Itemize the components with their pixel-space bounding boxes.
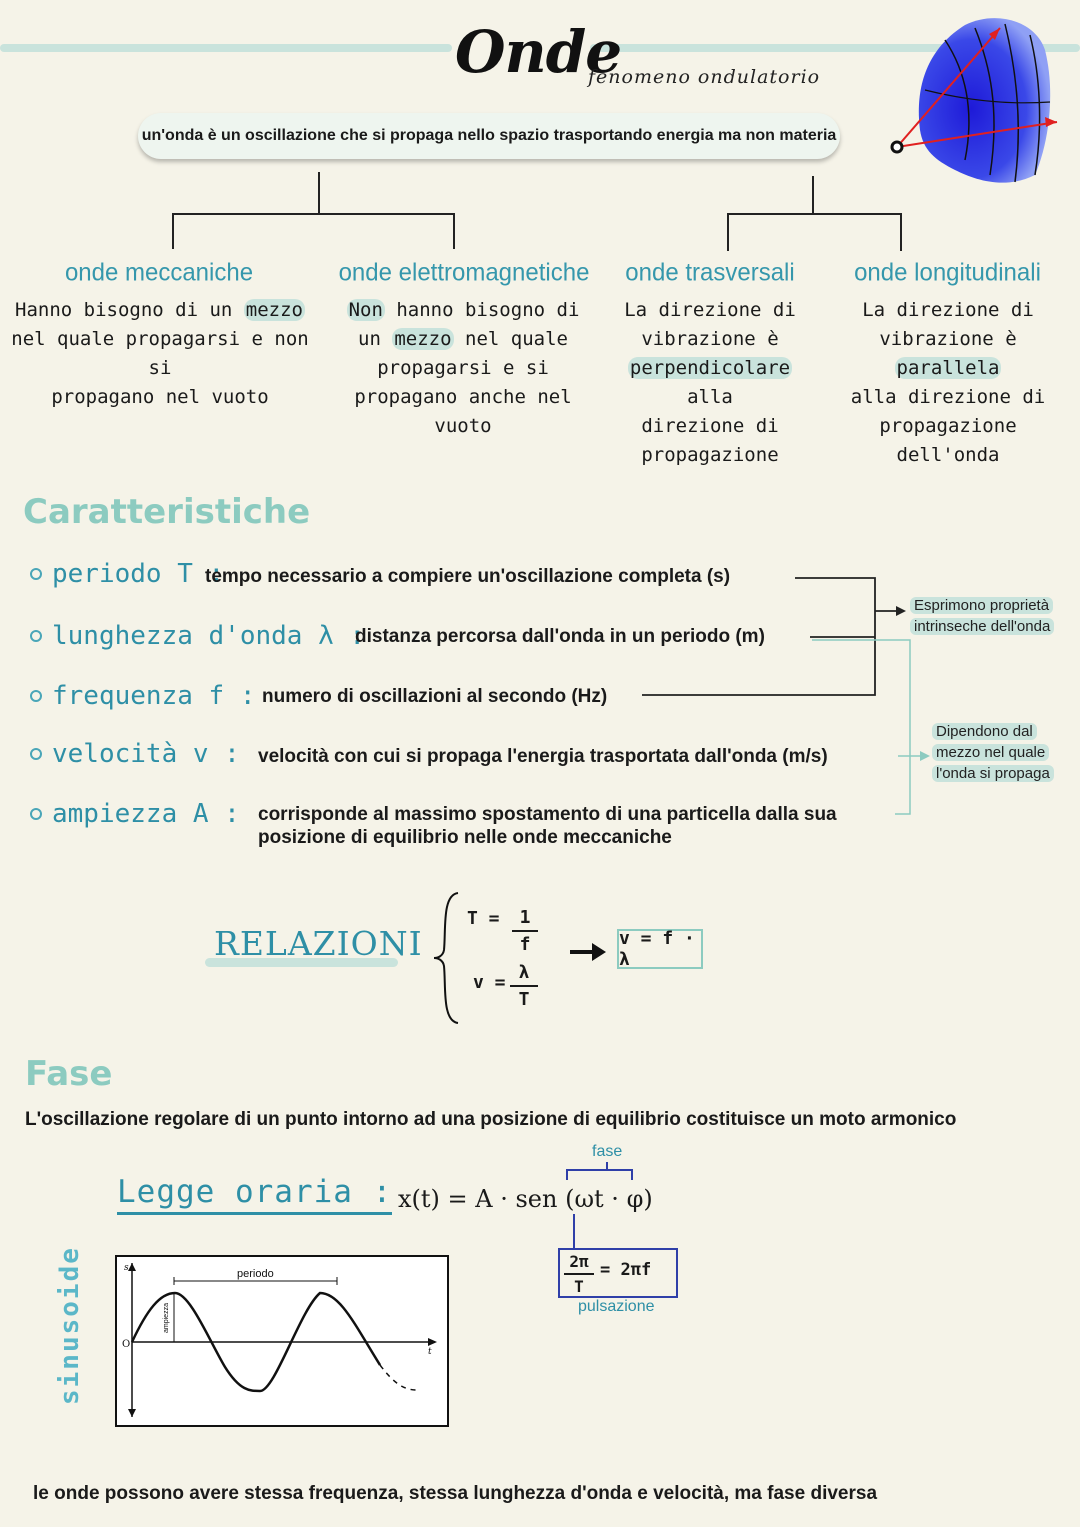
desc-line: vibrazione è bbox=[641, 328, 779, 350]
pulsazione-box bbox=[558, 1248, 678, 1298]
desc-line: propagarsi e si bbox=[377, 357, 549, 379]
fraction-period bbox=[512, 907, 538, 955]
property-def: tempo necessario a compiere un'oscillazione completa (s) bbox=[205, 566, 731, 587]
section-title-fase: Fase bbox=[25, 1054, 113, 1094]
property-def: posizione di equilibrio nelle onde meccaniche bbox=[258, 827, 672, 848]
graph-t-label: t bbox=[428, 1347, 432, 1357]
desc-line: alla direzione di bbox=[850, 386, 1046, 408]
desc-line: nel quale propagarsi e non si bbox=[11, 328, 309, 379]
note-mezzo bbox=[932, 721, 1054, 784]
property-name: velocità v : bbox=[52, 739, 240, 769]
desc-line: La direzione di bbox=[624, 299, 796, 321]
note-line: Dipendono dal bbox=[932, 723, 1037, 740]
section-title-caratteristiche: Caratteristiche bbox=[23, 492, 311, 532]
pulsazione-rhs: = 2πf bbox=[600, 1260, 652, 1280]
formula-period-lhs: T = bbox=[467, 908, 500, 929]
sinusoide-label: sinusoide bbox=[55, 1246, 85, 1405]
property-name: frequenza f : bbox=[52, 681, 256, 711]
footer-note: le onde possono avere stessa frequenza, stessa lunghezza d'onda e velocità, ma fase diversa bbox=[33, 1483, 878, 1504]
desc-line: vuoto bbox=[434, 415, 492, 437]
brace-icon bbox=[432, 890, 462, 1026]
desc-line: Hanno bisogno di un mezzo bbox=[15, 299, 303, 321]
property-name: lunghezza d'onda λ : bbox=[52, 621, 366, 651]
fraction-den: f bbox=[519, 934, 531, 955]
desc-line: dell'onda bbox=[896, 444, 1000, 466]
category-title-elettromagnetiche: onde elettromagnetiche bbox=[338, 258, 590, 287]
fraction-num: 1 bbox=[519, 907, 531, 928]
desc-line: Non hanno bisogno di bbox=[348, 299, 580, 321]
pulsazione-label: pulsazione bbox=[578, 1298, 655, 1315]
velocity-formula: v = f · λ bbox=[619, 928, 695, 970]
desc-line: propagazione bbox=[641, 444, 779, 466]
fraction-velocity bbox=[510, 962, 538, 1010]
note-intrinseche bbox=[910, 595, 1054, 637]
fase-description: L'oscillazione regolare di un punto intorno ad una posizione di equilibrio costituisce un moto armonico bbox=[25, 1109, 957, 1130]
category-title-trasversali: onde trasversali bbox=[625, 258, 795, 287]
arrow-right-icon bbox=[570, 942, 606, 962]
property-def: velocità con cui si propaga l'energia trasportata dall'onda (m/s) bbox=[258, 746, 828, 767]
category-title-meccaniche: onde meccaniche bbox=[64, 258, 254, 287]
property-def: corrisponde al massimo spostamento di una particella dalla sua bbox=[258, 804, 837, 825]
property-name: periodo T : bbox=[52, 559, 225, 589]
desc-line: La direzione di bbox=[862, 299, 1034, 321]
note-line: intrinseche dell'onda bbox=[910, 618, 1054, 635]
desc-line: propagano nel vuoto bbox=[51, 386, 269, 408]
property-name: ampiezza A : bbox=[52, 799, 240, 829]
desc-line: un mezzo nel quale bbox=[358, 328, 568, 350]
page-subtitle: fenomeno ondulatorio bbox=[588, 66, 821, 88]
desc-line: vibrazione è parallela bbox=[879, 328, 1017, 379]
graph-periodo-label: periodo bbox=[237, 1268, 274, 1280]
fraction-num: λ bbox=[518, 962, 530, 983]
legge-oraria-label: Legge oraria : bbox=[117, 1174, 392, 1215]
graph-s-label: s bbox=[124, 1263, 129, 1273]
sinusoid-graph bbox=[115, 1255, 449, 1427]
formula-velocity-lhs: v = bbox=[473, 972, 506, 993]
wave-definition-text: un'onda è un oscillazione che si propaga nello spazio trasportando energia ma non materia bbox=[141, 127, 837, 144]
fraction-den: T bbox=[518, 989, 530, 1010]
graph-ampiezza-label: ampiezza bbox=[163, 1303, 170, 1333]
note-line: Esprimono proprietà bbox=[910, 597, 1053, 614]
desc-line: direzione di bbox=[641, 415, 779, 437]
legge-oraria-equation: x(t) = A · sen (ωt · φ) bbox=[398, 1185, 653, 1213]
fraction-den: T bbox=[574, 1277, 584, 1296]
fraction-num: 2π bbox=[569, 1252, 589, 1271]
fase-bracket bbox=[560, 1162, 640, 1252]
desc-line: propagano anche nel bbox=[354, 386, 572, 408]
property-def: distanza percorsa dall'onda in un periodo (m) bbox=[355, 626, 765, 647]
velocity-formula-box bbox=[617, 929, 703, 969]
desc-line: propagazione bbox=[879, 415, 1017, 437]
desc-line: perpendicolare alla bbox=[629, 357, 791, 408]
graph-o-label: O bbox=[122, 1339, 131, 1350]
category-title-longitudinali: onde longitudinali bbox=[854, 258, 1041, 287]
fase-label: fase bbox=[592, 1143, 623, 1160]
note-line: l'onda si propaga bbox=[932, 765, 1054, 782]
page-title: Onde bbox=[455, 18, 622, 86]
relazioni-title: RELAZIONI bbox=[214, 924, 423, 963]
pulsazione-fraction bbox=[564, 1252, 594, 1296]
note-line: mezzo nel quale bbox=[932, 744, 1049, 761]
property-def: numero di oscillazioni al secondo (Hz) bbox=[262, 686, 608, 707]
